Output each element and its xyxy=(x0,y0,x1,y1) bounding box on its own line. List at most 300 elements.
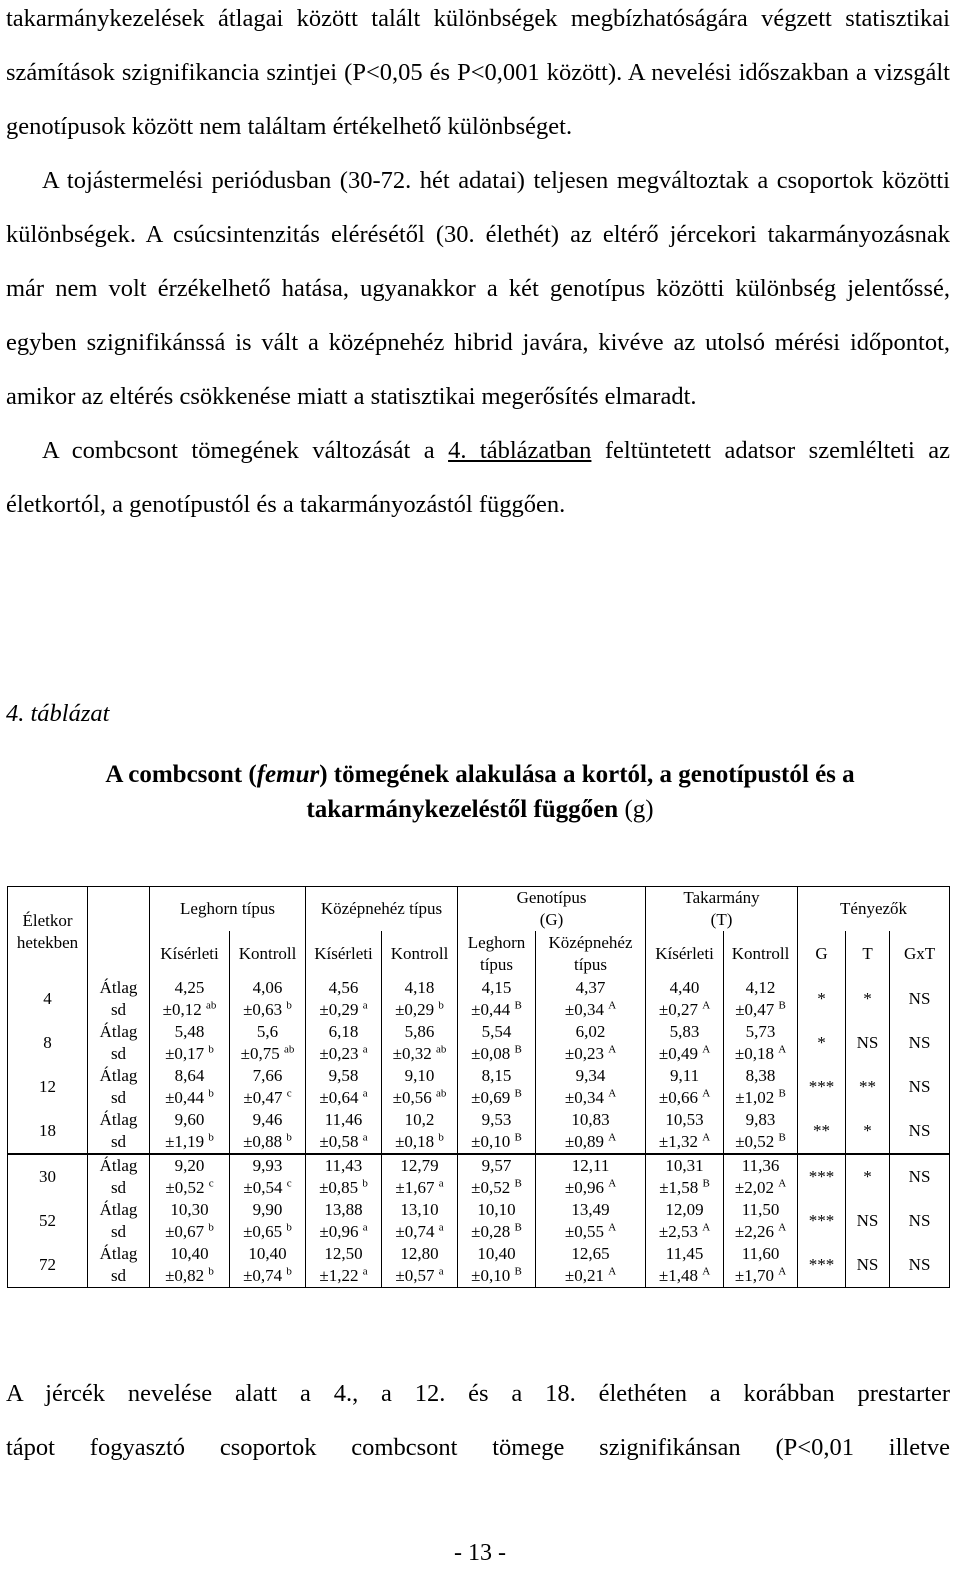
paragraph-1: takarmánykezelések átlagai között talált különbségek megbízhatóságára végzett statisztikai számítások szignifikancia szintjei (P<0,05 és P<0,001 között). A nevelési időszakban a vizsgált genotípusok között nem találtam értékelhető különbséget. xyxy=(6,5,950,140)
significance-letter: A xyxy=(608,1221,617,1234)
value-cell xyxy=(536,1065,646,1109)
sd-value: ±1,58 xyxy=(659,1178,699,1197)
sd-value-line xyxy=(648,1043,721,1065)
header-row-1 xyxy=(8,887,950,932)
sd-value: ±0,96 xyxy=(319,1222,359,1241)
significance-letter: A xyxy=(778,1221,787,1234)
bottom-line-2: tápot fogyasztó csoportok combcsont tömege szignifikánsan (P<0,01 illetve xyxy=(6,1434,950,1461)
significance-letter: A xyxy=(702,1043,711,1056)
value-cell xyxy=(150,1243,230,1288)
sd-value-line xyxy=(726,1177,795,1199)
significance-letter: a xyxy=(362,1221,368,1234)
sd-value-line xyxy=(538,1221,643,1243)
sd-value-line xyxy=(232,1087,303,1109)
header-leghorn-kontroll: Kontroll xyxy=(230,931,306,977)
value-cell xyxy=(724,1154,798,1199)
sd-value-line xyxy=(152,1177,227,1199)
header-leghorn: Leghorn típus xyxy=(150,887,306,932)
value-cell xyxy=(150,1154,230,1199)
sd-value-line xyxy=(726,1087,795,1109)
sd-value-line xyxy=(726,1131,795,1153)
significance-letter: A xyxy=(608,1043,617,1056)
significance-letter: A xyxy=(778,1043,787,1056)
table-reference-link[interactable]: 4. táblázatban xyxy=(448,437,592,464)
sd-value: ±0,34 xyxy=(564,1088,604,1107)
mean-value: 9,34 xyxy=(575,1066,606,1085)
stat-label-cell xyxy=(88,1199,150,1243)
sd-value-line xyxy=(538,1043,643,1065)
sig-gxt-cell: NS xyxy=(890,1109,950,1154)
sd-value-line xyxy=(384,1177,455,1199)
mean-value: 5,48 xyxy=(174,1022,205,1041)
significance-letter: b xyxy=(208,1265,214,1278)
sd-label: sd xyxy=(110,1178,127,1197)
sig-t-cell: NS xyxy=(846,1021,890,1065)
value-cell xyxy=(646,1154,724,1199)
header-leghorn-kiserleti: Kísérleti xyxy=(150,931,230,977)
mean-value: 11,45 xyxy=(665,1244,704,1263)
significance-letter: B xyxy=(778,1131,786,1144)
significance-letter: b xyxy=(286,1221,292,1234)
sd-value: ±0,17 xyxy=(165,1044,205,1063)
significance-letter: b xyxy=(208,1087,214,1100)
significance-letter: B xyxy=(778,999,786,1012)
header-gxt: GxT xyxy=(890,931,950,977)
sd-value: ±1,32 xyxy=(658,1132,698,1151)
significance-letter: a xyxy=(438,1221,444,1234)
mean-value: 9,93 xyxy=(252,1156,283,1175)
age-cell: 4 xyxy=(8,977,88,1021)
sd-value: ±0,23 xyxy=(319,1044,359,1063)
significance-letter: B xyxy=(778,1087,786,1100)
value-cell xyxy=(230,1154,306,1199)
sd-label: sd xyxy=(110,1088,127,1107)
sd-value: ±0,74 xyxy=(243,1266,283,1285)
significance-letter: b xyxy=(438,999,444,1012)
mean-value: 4,12 xyxy=(745,978,776,997)
sd-value: ±0,47 xyxy=(243,1088,283,1107)
paragraph-3 xyxy=(6,424,950,532)
sd-value-line xyxy=(538,1177,643,1199)
value-cell xyxy=(646,1199,724,1243)
value-cell xyxy=(306,1243,382,1288)
value-cell xyxy=(458,1243,536,1288)
sd-value-line xyxy=(384,1221,455,1243)
sd-value: ±0,21 xyxy=(564,1266,604,1285)
sd-value: ±0,88 xyxy=(243,1132,283,1151)
mean-label: Átlag xyxy=(99,978,138,997)
sig-t-cell: NS xyxy=(846,1199,890,1243)
significance-letter: c xyxy=(286,1087,292,1100)
mean-value: 12,09 xyxy=(665,1200,704,1219)
sd-value-line xyxy=(308,1087,379,1109)
significance-letter: B xyxy=(514,1177,522,1190)
significance-letter: B xyxy=(514,1043,522,1056)
sd-value-line xyxy=(726,1221,795,1243)
mean-value: 13,10 xyxy=(400,1200,439,1219)
significance-letter: B xyxy=(514,999,522,1012)
significance-letter: A xyxy=(702,999,711,1012)
significance-letter: ab xyxy=(205,999,217,1012)
header-age: Életkor hetekben xyxy=(8,887,88,978)
sd-value: ±0,29 xyxy=(395,1000,435,1019)
sd-value-line xyxy=(460,1265,533,1287)
sd-value-line xyxy=(384,1043,455,1065)
sd-value-line xyxy=(648,1131,721,1153)
header-genotipus: Genotípus (G) xyxy=(458,887,646,932)
sd-value-line xyxy=(232,1043,303,1065)
value-cell xyxy=(382,1199,458,1243)
sig-g-cell: *** xyxy=(798,1199,846,1243)
mean-value: 5,54 xyxy=(481,1022,512,1041)
significance-letter: B xyxy=(514,1265,522,1278)
value-cell xyxy=(536,977,646,1021)
sd-value-line xyxy=(232,1265,303,1287)
sd-value: ±2,02 xyxy=(734,1178,774,1197)
table-title-part1: A combcsont ( xyxy=(105,761,257,788)
ref-text-before: A combcsont tömegének változását a xyxy=(42,437,449,464)
sd-value: ±0,29 xyxy=(319,1000,359,1019)
sd-value-line xyxy=(232,999,303,1021)
mean-label: Átlag xyxy=(99,1066,138,1085)
sd-value-line xyxy=(726,999,795,1021)
femur-weight-table xyxy=(7,886,950,1288)
mean-value: 11,36 xyxy=(741,1156,780,1175)
mean-value: 9,10 xyxy=(404,1066,435,1085)
sd-value: ±1,70 xyxy=(734,1266,774,1285)
sd-value: ±0,34 xyxy=(564,1000,604,1019)
significance-letter: a xyxy=(362,999,368,1012)
mean-value: 10,53 xyxy=(665,1110,704,1129)
sd-value: ±0,96 xyxy=(564,1178,604,1197)
value-cell xyxy=(306,1065,382,1109)
mean-value: 13,88 xyxy=(324,1200,363,1219)
sig-gxt-cell: NS xyxy=(890,1199,950,1243)
mean-value: 8,64 xyxy=(174,1066,205,1085)
mean-value: 9,58 xyxy=(328,1066,359,1085)
value-cell xyxy=(536,1021,646,1065)
header-kozepnehez-kiserleti: Kísérleti xyxy=(306,931,382,977)
mean-value: 9,53 xyxy=(481,1110,512,1129)
mean-label: Átlag xyxy=(99,1200,138,1219)
sd-value-line xyxy=(648,1265,721,1287)
sd-value-line xyxy=(384,1087,455,1109)
sig-gxt-cell: NS xyxy=(890,1154,950,1199)
sd-value-line xyxy=(538,1265,643,1287)
sd-value: ±0,66 xyxy=(658,1088,698,1107)
significance-letter: a xyxy=(438,1177,444,1190)
age-cell: 8 xyxy=(8,1021,88,1065)
header-leghorn-tipus: Leghorn típus xyxy=(458,931,536,977)
value-cell xyxy=(458,1109,536,1154)
significance-letter: a xyxy=(362,1131,368,1144)
sd-value: ±0,54 xyxy=(243,1178,283,1197)
value-cell xyxy=(382,1154,458,1199)
mean-value: 9,90 xyxy=(252,1200,283,1219)
value-cell xyxy=(150,1021,230,1065)
significance-letter: A xyxy=(608,1265,617,1278)
mean-value: 5,83 xyxy=(669,1022,700,1041)
sig-gxt-cell: NS xyxy=(890,1065,950,1109)
mean-value: 10,2 xyxy=(404,1110,435,1129)
sd-value: ±0,64 xyxy=(319,1088,359,1107)
value-cell xyxy=(306,977,382,1021)
header-kozepnehez-kontroll: Kontroll xyxy=(382,931,458,977)
significance-letter: A xyxy=(778,1177,787,1190)
value-cell xyxy=(536,1154,646,1199)
value-cell xyxy=(382,1021,458,1065)
value-cell xyxy=(458,977,536,1021)
sd-value: ±0,23 xyxy=(564,1044,604,1063)
value-cell xyxy=(536,1109,646,1154)
value-cell xyxy=(724,1021,798,1065)
mean-value: 4,25 xyxy=(174,978,205,997)
sd-value-line xyxy=(232,1131,303,1153)
value-cell xyxy=(382,977,458,1021)
sd-value: ±0,57 xyxy=(395,1266,435,1285)
paragraph-2: A tojástermelési periódusban (30-72. hét adatai) teljesen megváltoztak a csoportok közötti különbségek. A csúcsintenzitás elérésétől (30. élethét) az eltérő jércekori takarmányozásnak már nem volt érzékelhető hatása, ugyanakkor a két genotípus közötti különbség jelentőssé, egyben szignifikánssá is vált a középnehéz hibrid javára, kivéve az utolsó mérési időpontot, amikor az eltérés csökkenése miatt a statisztikai megerősítés elmaradt. xyxy=(6,167,950,410)
sd-value: ±0,08 xyxy=(471,1044,511,1063)
sd-value: ±0,44 xyxy=(165,1088,205,1107)
sd-value: ±0,47 xyxy=(735,1000,775,1019)
sd-value: ±0,32 xyxy=(392,1044,432,1063)
value-cell xyxy=(536,1199,646,1243)
mean-value: 4,06 xyxy=(252,978,283,997)
significance-letter: a xyxy=(362,1043,368,1056)
stat-label-cell xyxy=(88,1109,150,1154)
sd-value: ±0,82 xyxy=(165,1266,205,1285)
mean-label: Átlag xyxy=(99,1110,138,1129)
value-cell xyxy=(230,1065,306,1109)
sd-value: ±0,69 xyxy=(471,1088,511,1107)
sd-value: ±1,02 xyxy=(735,1088,775,1107)
table-row xyxy=(8,1154,950,1199)
significance-letter: b xyxy=(286,1131,292,1144)
header-kozepnehez: Középnehéz típus xyxy=(306,887,458,932)
sd-value: ±2,26 xyxy=(734,1222,774,1241)
value-cell xyxy=(230,1199,306,1243)
sd-value-line xyxy=(384,1131,455,1153)
age-cell: 12 xyxy=(8,1065,88,1109)
sd-label: sd xyxy=(110,1132,127,1151)
sd-value: ±0,58 xyxy=(319,1132,359,1151)
sd-label: sd xyxy=(110,1000,127,1019)
stat-label-cell xyxy=(88,1021,150,1065)
significance-letter: b xyxy=(208,1221,214,1234)
mean-value: 8,15 xyxy=(481,1066,512,1085)
mean-value: 5,6 xyxy=(256,1022,279,1041)
value-cell xyxy=(646,1109,724,1154)
page-number: - 13 - xyxy=(454,1540,506,1566)
value-cell xyxy=(724,1065,798,1109)
mean-value: 11,46 xyxy=(324,1110,363,1129)
significance-letter: A xyxy=(608,1131,617,1144)
age-cell: 52 xyxy=(8,1199,88,1243)
table-title-italic: femur xyxy=(256,761,320,788)
sd-value-line xyxy=(648,1177,721,1199)
value-cell xyxy=(306,1021,382,1065)
age-cell: 30 xyxy=(8,1154,88,1199)
value-cell xyxy=(382,1065,458,1109)
value-cell xyxy=(306,1109,382,1154)
significance-letter: A xyxy=(702,1131,711,1144)
sd-value: ±0,63 xyxy=(243,1000,283,1019)
mean-value: 9,60 xyxy=(174,1110,205,1129)
sd-value: ±0,52 xyxy=(735,1132,775,1151)
significance-letter: B xyxy=(514,1221,522,1234)
sd-value-line xyxy=(538,1131,643,1153)
sd-value: ±0,52 xyxy=(165,1178,205,1197)
header-tenyezok: Tényezők xyxy=(798,887,950,932)
header-stat-blank xyxy=(88,887,150,978)
sig-t-cell: * xyxy=(846,1154,890,1199)
sd-value: ±0,10 xyxy=(471,1132,511,1151)
mean-value: 8,38 xyxy=(745,1066,776,1085)
sd-value-line xyxy=(460,1221,533,1243)
sd-value-line xyxy=(460,1087,533,1109)
header-t: T xyxy=(846,931,890,977)
sig-gxt-cell: NS xyxy=(890,977,950,1021)
header-takarmany-kiserleti: Kísérleti xyxy=(646,931,724,977)
significance-letter: A xyxy=(702,1087,711,1100)
value-cell xyxy=(724,1199,798,1243)
sd-value-line xyxy=(152,1265,227,1287)
sd-value-line xyxy=(152,1221,227,1243)
value-cell xyxy=(458,1199,536,1243)
sd-label: sd xyxy=(110,1044,127,1063)
header-kozepnehez-tipus: Középnehéz típus xyxy=(536,931,646,977)
sd-value-line xyxy=(648,1087,721,1109)
sd-value: ±0,67 xyxy=(165,1222,205,1241)
sd-value: ±2,53 xyxy=(658,1222,698,1241)
mean-value: 10,40 xyxy=(170,1244,209,1263)
sd-value-line xyxy=(460,999,533,1021)
sd-value: ±0,74 xyxy=(395,1222,435,1241)
value-cell xyxy=(150,1109,230,1154)
mean-value: 9,20 xyxy=(174,1156,205,1175)
mean-value: 10,40 xyxy=(248,1244,287,1263)
sd-value-line xyxy=(308,1265,379,1287)
sd-value: ±0,12 xyxy=(162,1000,202,1019)
value-cell xyxy=(382,1243,458,1288)
sd-value: ±0,18 xyxy=(395,1132,435,1151)
age-cell: 72 xyxy=(8,1243,88,1288)
sd-value: ±0,49 xyxy=(658,1044,698,1063)
body-text-bottom xyxy=(6,1367,950,1475)
sd-value: ±1,48 xyxy=(658,1266,698,1285)
sd-value-line xyxy=(384,999,455,1021)
significance-letter: A xyxy=(702,1221,711,1234)
bottom-line-1: A jércék nevelése alatt a 4., a 12. és a 18. élethéten a korábban prestarter xyxy=(6,1380,950,1407)
significance-letter: B xyxy=(702,1177,710,1190)
sd-value: ±1,22 xyxy=(319,1266,359,1285)
significance-letter: a xyxy=(362,1087,368,1100)
mean-value: 12,11 xyxy=(571,1156,610,1175)
mean-value: 9,46 xyxy=(252,1110,283,1129)
table-row xyxy=(8,1243,950,1288)
stat-label-cell xyxy=(88,1065,150,1109)
value-cell xyxy=(724,977,798,1021)
sd-value: ±0,18 xyxy=(734,1044,774,1063)
header-g: G xyxy=(798,931,846,977)
sd-value-line xyxy=(384,1265,455,1287)
sig-gxt-cell: NS xyxy=(890,1021,950,1065)
value-cell xyxy=(724,1109,798,1154)
value-cell xyxy=(150,1199,230,1243)
sig-g-cell: ** xyxy=(798,1109,846,1154)
sd-value-line xyxy=(152,1043,227,1065)
significance-letter: ab xyxy=(435,1043,447,1056)
mean-value: 7,66 xyxy=(252,1066,283,1085)
sd-value: ±0,55 xyxy=(564,1222,604,1241)
significance-letter: B xyxy=(514,1131,522,1144)
value-cell xyxy=(230,1021,306,1065)
mean-value: 4,15 xyxy=(481,978,512,997)
stat-label-cell xyxy=(88,1154,150,1199)
mean-value: 5,73 xyxy=(745,1022,776,1041)
age-cell: 18 xyxy=(8,1109,88,1154)
header-takarmany-kontroll: Kontroll xyxy=(724,931,798,977)
mean-value: 9,11 xyxy=(669,1066,700,1085)
mean-value: 4,18 xyxy=(404,978,435,997)
sd-value: ±1,19 xyxy=(165,1132,205,1151)
sd-value-line xyxy=(308,1131,379,1153)
sd-value-line xyxy=(152,1087,227,1109)
value-cell xyxy=(458,1065,536,1109)
value-cell xyxy=(150,1065,230,1109)
table-row xyxy=(8,1065,950,1109)
value-cell xyxy=(646,1243,724,1288)
significance-letter: A xyxy=(702,1265,711,1278)
significance-letter: b xyxy=(286,1265,292,1278)
body-text-top xyxy=(6,0,950,532)
sd-value-line xyxy=(152,999,227,1021)
sd-value: ±1,67 xyxy=(395,1178,435,1197)
sd-value: ±0,10 xyxy=(471,1266,511,1285)
mean-label: Átlag xyxy=(99,1022,138,1041)
significance-letter: b xyxy=(362,1177,368,1190)
sd-value-line xyxy=(308,1221,379,1243)
value-cell xyxy=(458,1154,536,1199)
sd-value-line xyxy=(726,1265,795,1287)
header-row-2 xyxy=(8,931,950,977)
sd-label: sd xyxy=(110,1266,127,1285)
significance-letter: a xyxy=(438,1265,444,1278)
value-cell xyxy=(646,1021,724,1065)
significance-letter: b xyxy=(286,999,292,1012)
value-cell xyxy=(306,1199,382,1243)
value-cell xyxy=(646,1065,724,1109)
value-cell xyxy=(382,1109,458,1154)
sd-value: ±0,44 xyxy=(471,1000,511,1019)
mean-value: 10,10 xyxy=(477,1200,516,1219)
sig-g-cell: *** xyxy=(798,1154,846,1199)
sd-value-line xyxy=(648,1221,721,1243)
sd-value-line xyxy=(308,999,379,1021)
sd-value-line xyxy=(460,1177,533,1199)
mean-value: 12,79 xyxy=(400,1156,439,1175)
sig-g-cell: * xyxy=(798,1021,846,1065)
sd-value-line xyxy=(152,1131,227,1153)
table-row xyxy=(8,1199,950,1243)
stat-label-cell xyxy=(88,1243,150,1288)
mean-value: 4,56 xyxy=(328,978,359,997)
mean-value: 4,40 xyxy=(669,978,700,997)
sd-value: ±0,28 xyxy=(471,1222,511,1241)
value-cell xyxy=(646,977,724,1021)
value-cell xyxy=(150,977,230,1021)
sd-value-line xyxy=(460,1131,533,1153)
